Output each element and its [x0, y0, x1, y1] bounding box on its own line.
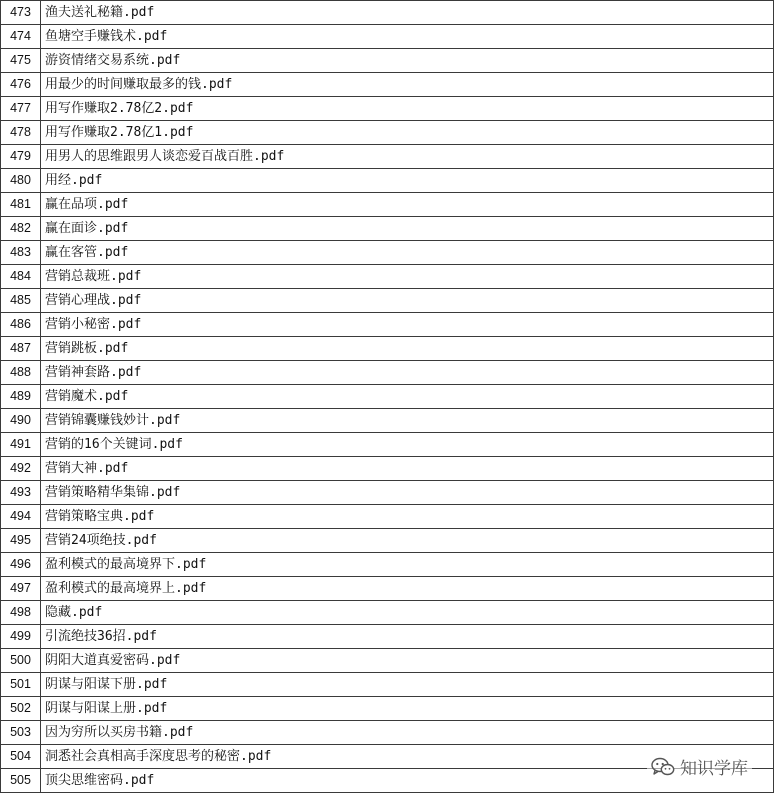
table-row [1, 217, 774, 241]
row-number-cell[interactable]: 505 [1, 769, 41, 793]
file-name-cell[interactable]: 引流绝技36招.pdf [41, 625, 774, 649]
file-name-cell[interactable]: 营销锦囊赚钱妙计.pdf [41, 409, 774, 433]
table-row [1, 169, 774, 193]
row-number-cell[interactable]: 481 [1, 193, 41, 217]
row-number-cell[interactable]: 495 [1, 529, 41, 553]
row-number-cell[interactable]: 502 [1, 697, 41, 721]
table-row [1, 289, 774, 313]
row-number-cell[interactable]: 483 [1, 241, 41, 265]
file-name-cell[interactable]: 营销策略精华集锦.pdf [41, 481, 774, 505]
file-name-cell[interactable]: 赢在品项.pdf [41, 193, 774, 217]
row-number-cell[interactable]: 473 [1, 1, 41, 25]
table-row [1, 457, 774, 481]
table-row [1, 97, 774, 121]
row-number-cell[interactable]: 496 [1, 553, 41, 577]
table-row [1, 673, 774, 697]
table-row [1, 505, 774, 529]
row-number-cell[interactable]: 494 [1, 505, 41, 529]
row-number-cell[interactable]: 477 [1, 97, 41, 121]
file-name-cell[interactable]: 营销跳板.pdf [41, 337, 774, 361]
row-number-cell[interactable]: 475 [1, 49, 41, 73]
table-row [1, 625, 774, 649]
table-row [1, 337, 774, 361]
row-number-cell[interactable]: 482 [1, 217, 41, 241]
row-number-cell[interactable]: 493 [1, 481, 41, 505]
row-number-cell[interactable]: 485 [1, 289, 41, 313]
file-name-cell[interactable]: 赢在面诊.pdf [41, 217, 774, 241]
row-number-cell[interactable]: 504 [1, 745, 41, 769]
table-row [1, 73, 774, 97]
table-row [1, 433, 774, 457]
table-row [1, 649, 774, 673]
row-number-cell[interactable]: 497 [1, 577, 41, 601]
file-name-cell[interactable]: 盈利模式的最高境界下.pdf [41, 553, 774, 577]
file-name-cell[interactable]: 盈利模式的最高境界上.pdf [41, 577, 774, 601]
file-name-cell[interactable]: 阴谋与阳谋上册.pdf [41, 697, 774, 721]
table-row [1, 25, 774, 49]
watermark-text: 知识学库 [680, 759, 748, 779]
table-row [1, 481, 774, 505]
table-row [1, 577, 774, 601]
row-number-cell[interactable]: 476 [1, 73, 41, 97]
table-row [1, 1, 774, 25]
watermark [647, 752, 752, 781]
row-number-cell[interactable]: 474 [1, 25, 41, 49]
table-row [1, 121, 774, 145]
row-number-cell[interactable]: 501 [1, 673, 41, 697]
row-number-cell[interactable]: 492 [1, 457, 41, 481]
file-name-cell[interactable]: 用写作赚取2.78亿2.pdf [41, 97, 774, 121]
row-number-cell[interactable]: 480 [1, 169, 41, 193]
file-name-cell[interactable]: 用经.pdf [41, 169, 774, 193]
file-name-cell[interactable]: 隐藏.pdf [41, 601, 774, 625]
file-name-cell[interactable]: 用最少的时间赚取最多的钱.pdf [41, 73, 774, 97]
file-name-cell[interactable]: 因为穷所以买房书籍.pdf [41, 721, 774, 745]
file-name-cell[interactable]: 营销策略宝典.pdf [41, 505, 774, 529]
table-row [1, 409, 774, 433]
file-name-cell[interactable]: 营销24项绝技.pdf [41, 529, 774, 553]
file-name-cell[interactable]: 阴谋与阳谋下册.pdf [41, 673, 774, 697]
table-row [1, 529, 774, 553]
row-number-cell[interactable]: 503 [1, 721, 41, 745]
table-row [1, 697, 774, 721]
row-number-cell[interactable]: 500 [1, 649, 41, 673]
table-row [1, 313, 774, 337]
row-number-cell[interactable]: 488 [1, 361, 41, 385]
row-number-cell[interactable]: 491 [1, 433, 41, 457]
file-name-cell[interactable]: 赢在客管.pdf [41, 241, 774, 265]
file-name-cell[interactable]: 阴阳大道真爱密码.pdf [41, 649, 774, 673]
file-name-cell[interactable]: 用男人的思维跟男人谈恋爱百战百胜.pdf [41, 145, 774, 169]
wechat-icon [651, 757, 675, 777]
table-row [1, 361, 774, 385]
table-row [1, 385, 774, 409]
table-row [1, 553, 774, 577]
file-name-cell[interactable]: 游资情绪交易系统.pdf [41, 49, 774, 73]
table-row [1, 145, 774, 169]
file-name-cell[interactable]: 鱼塘空手赚钱术.pdf [41, 25, 774, 49]
file-name-cell[interactable]: 营销大神.pdf [41, 457, 774, 481]
file-name-cell[interactable]: 营销小秘密.pdf [41, 313, 774, 337]
row-number-cell[interactable]: 499 [1, 625, 41, 649]
table-row [1, 193, 774, 217]
file-name-cell[interactable]: 顶尖思维密码.pdf [41, 769, 774, 793]
file-name-cell[interactable]: 洞悉社会真相高手深度思考的秘密.pdf [41, 745, 774, 769]
row-number-cell[interactable]: 478 [1, 121, 41, 145]
table-row [1, 265, 774, 289]
file-name-cell[interactable]: 营销魔术.pdf [41, 385, 774, 409]
row-number-cell[interactable]: 487 [1, 337, 41, 361]
file-name-cell[interactable]: 营销神套路.pdf [41, 361, 774, 385]
row-number-cell[interactable]: 490 [1, 409, 41, 433]
row-number-cell[interactable]: 498 [1, 601, 41, 625]
file-name-cell[interactable]: 营销的16个关键词.pdf [41, 433, 774, 457]
row-number-cell[interactable]: 484 [1, 265, 41, 289]
file-name-cell[interactable]: 渔夫送礼秘籍.pdf [41, 1, 774, 25]
row-number-cell[interactable]: 486 [1, 313, 41, 337]
table-row [1, 241, 774, 265]
row-number-cell[interactable]: 479 [1, 145, 41, 169]
table-row [1, 721, 774, 745]
table-row [1, 49, 774, 73]
file-name-cell[interactable]: 用写作赚取2.78亿1.pdf [41, 121, 774, 145]
file-name-cell[interactable]: 营销总裁班.pdf [41, 265, 774, 289]
table-row [1, 601, 774, 625]
row-number-cell[interactable]: 489 [1, 385, 41, 409]
file-list-body [1, 1, 774, 793]
file-name-cell[interactable]: 营销心理战.pdf [41, 289, 774, 313]
